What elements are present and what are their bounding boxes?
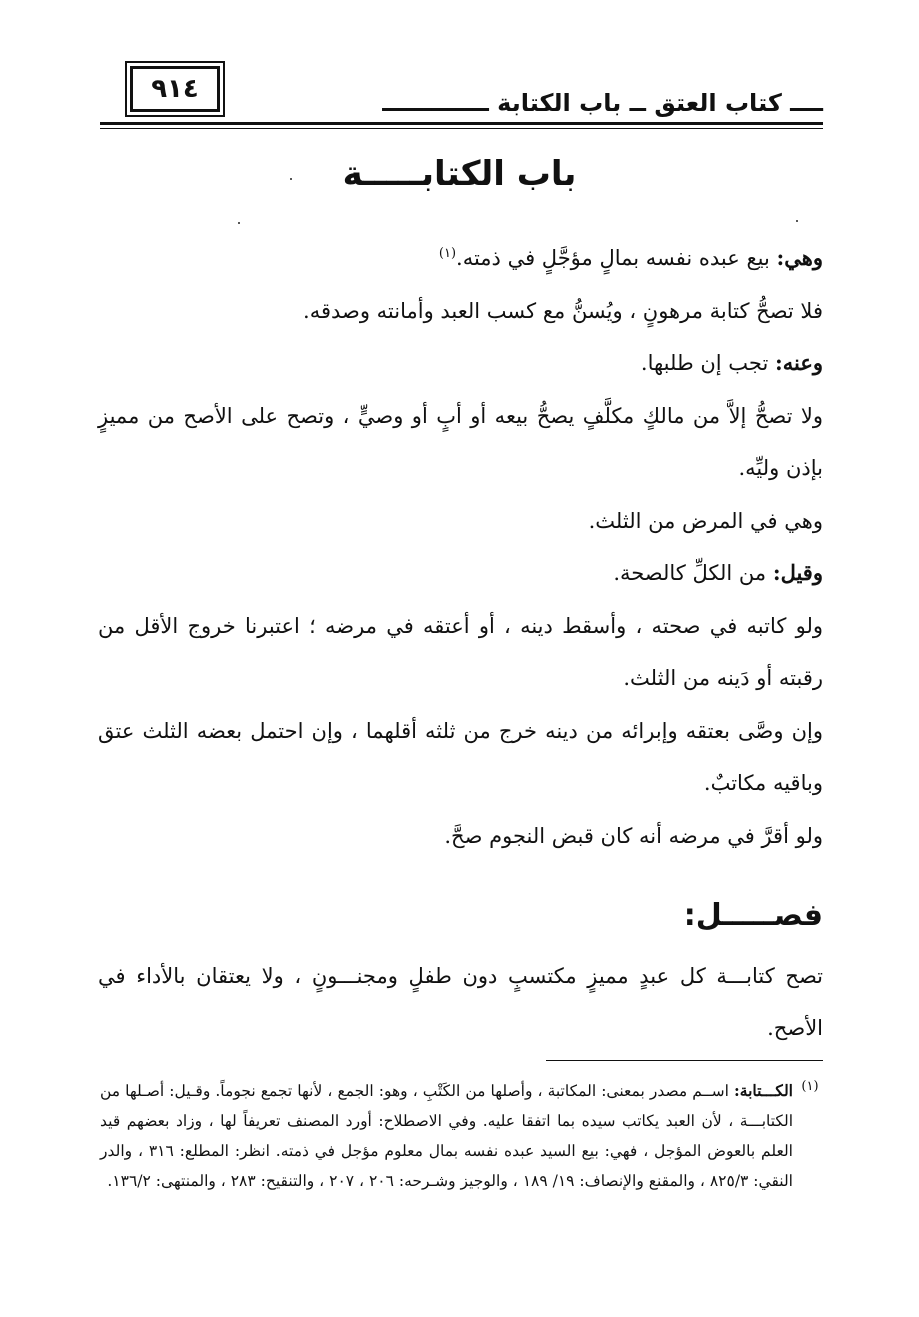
- header-rule: [100, 122, 823, 125]
- paragraph-text: فلا تصحُّ كتابة مرهونٍ ، ويُسنُّ مع كسب العبد وأمانته وصدقه.: [303, 298, 823, 323]
- footnote-marker: (١): [801, 1079, 819, 1094]
- paragraph-text: بيع عبده نفسه بمالٍ مؤجَّلٍ في ذمته.: [456, 246, 777, 270]
- paragraph: [98, 547, 823, 600]
- footnote-reference: (١): [438, 246, 457, 261]
- paragraph: [98, 705, 823, 810]
- paragraph: تصح كتابـــة كل عبدٍ مميزٍ مكتسبٍ دون طفلٍ ومجنـــونٍ ، ولا يعتقان بالأداء في الأصح.: [98, 964, 823, 1040]
- section-text: [98, 950, 823, 1054]
- section-heading: فصـــــل:: [683, 898, 823, 933]
- paragraph: [98, 337, 823, 390]
- footnote-lead: الكـــتابة:: [734, 1081, 793, 1100]
- paragraph-text: من الكلِّ كالصحة.: [613, 561, 773, 585]
- paragraph-lead: وهي:: [776, 245, 823, 270]
- paragraph: [98, 495, 823, 548]
- page-number: ٩١٤: [130, 66, 220, 112]
- paragraph: [98, 810, 823, 863]
- paragraph-text: وإن وصَّى بعتقه وإبرائه من دينه خرج من ثلثه أقلهما ، وإن احتمل بعضه الثلث عتق وباقيه مكاتبٌ.: [98, 718, 823, 795]
- footnote: [100, 1076, 827, 1196]
- main-text: [98, 232, 823, 862]
- paragraph-text: ولو أقرَّ في مرضه أنه كان قبض النجوم صحَّ.: [444, 823, 823, 848]
- running-header: ــــ كتاب العتق ــ باب الكتابة ـــــــــــــ: [382, 89, 823, 117]
- paragraph-text: تجب إن طلبها.: [640, 351, 775, 375]
- footnote-divider: [546, 1060, 823, 1061]
- chapter-title: باب الكتابـــــة: [342, 154, 577, 194]
- paragraph-lead: وعنه:: [774, 350, 823, 375]
- paragraph-lead: وقيل:: [772, 560, 823, 585]
- scan-speck: [796, 220, 798, 222]
- scan-speck: [238, 222, 240, 224]
- header-rule-thin: [100, 128, 823, 129]
- paragraph: [98, 285, 823, 338]
- paragraph-text: وهي في المرض من الثلث.: [588, 508, 823, 533]
- paragraph-text: ولا تصحُّ إلاَّ من مالكٍ مكلَّفٍ يصحُّ بيعه أو أبٍ أو وصيٍّ ، وتصح على الأصح من مميزٍ بإذن وليِّه.: [98, 403, 823, 480]
- paragraph: [98, 232, 823, 285]
- paragraph-text: ولو كاتبه في صحته ، وأسقط دينه ، أو أعتقه في مرضه ؛ اعتبرنا خروج الأقل من رقبته أو دَينه من الثلث.: [98, 613, 823, 690]
- paragraph: [98, 390, 823, 495]
- footnote-body: [100, 1076, 793, 1196]
- paragraph: [98, 600, 823, 705]
- footnote-text: اســم مصدر بمعنى: المكاتبة ، وأصلها من الكَتْبِ ، وهو: الجمع ، لأنها تجمع نجوماً. وقـيل: أصـلها من الكتابـــة ، لأن العبد يكاتب سيده بما اتفقا عليه. وفي الاصطلاح: أورد المصنف تعريفاً لها ، وزاد بعضهم قيد العلم بالعوض المؤجل ، فهي: بيع السيد عبده نفسه بمال معلوم مؤجل في ذمته. انظر: المطلع: ٣١٦ ، والدر النقي: ٨٢٥/٣ ، والمقنع والإنصاف: ١٩/ ١٨٩ ، والوجيز وشـرحه: ٢٠٦ ، ٢٠٧ ، والتنقيح: ٢٨٣ ، والمنتهى: ١٣٦/٢.: [100, 1082, 793, 1190]
